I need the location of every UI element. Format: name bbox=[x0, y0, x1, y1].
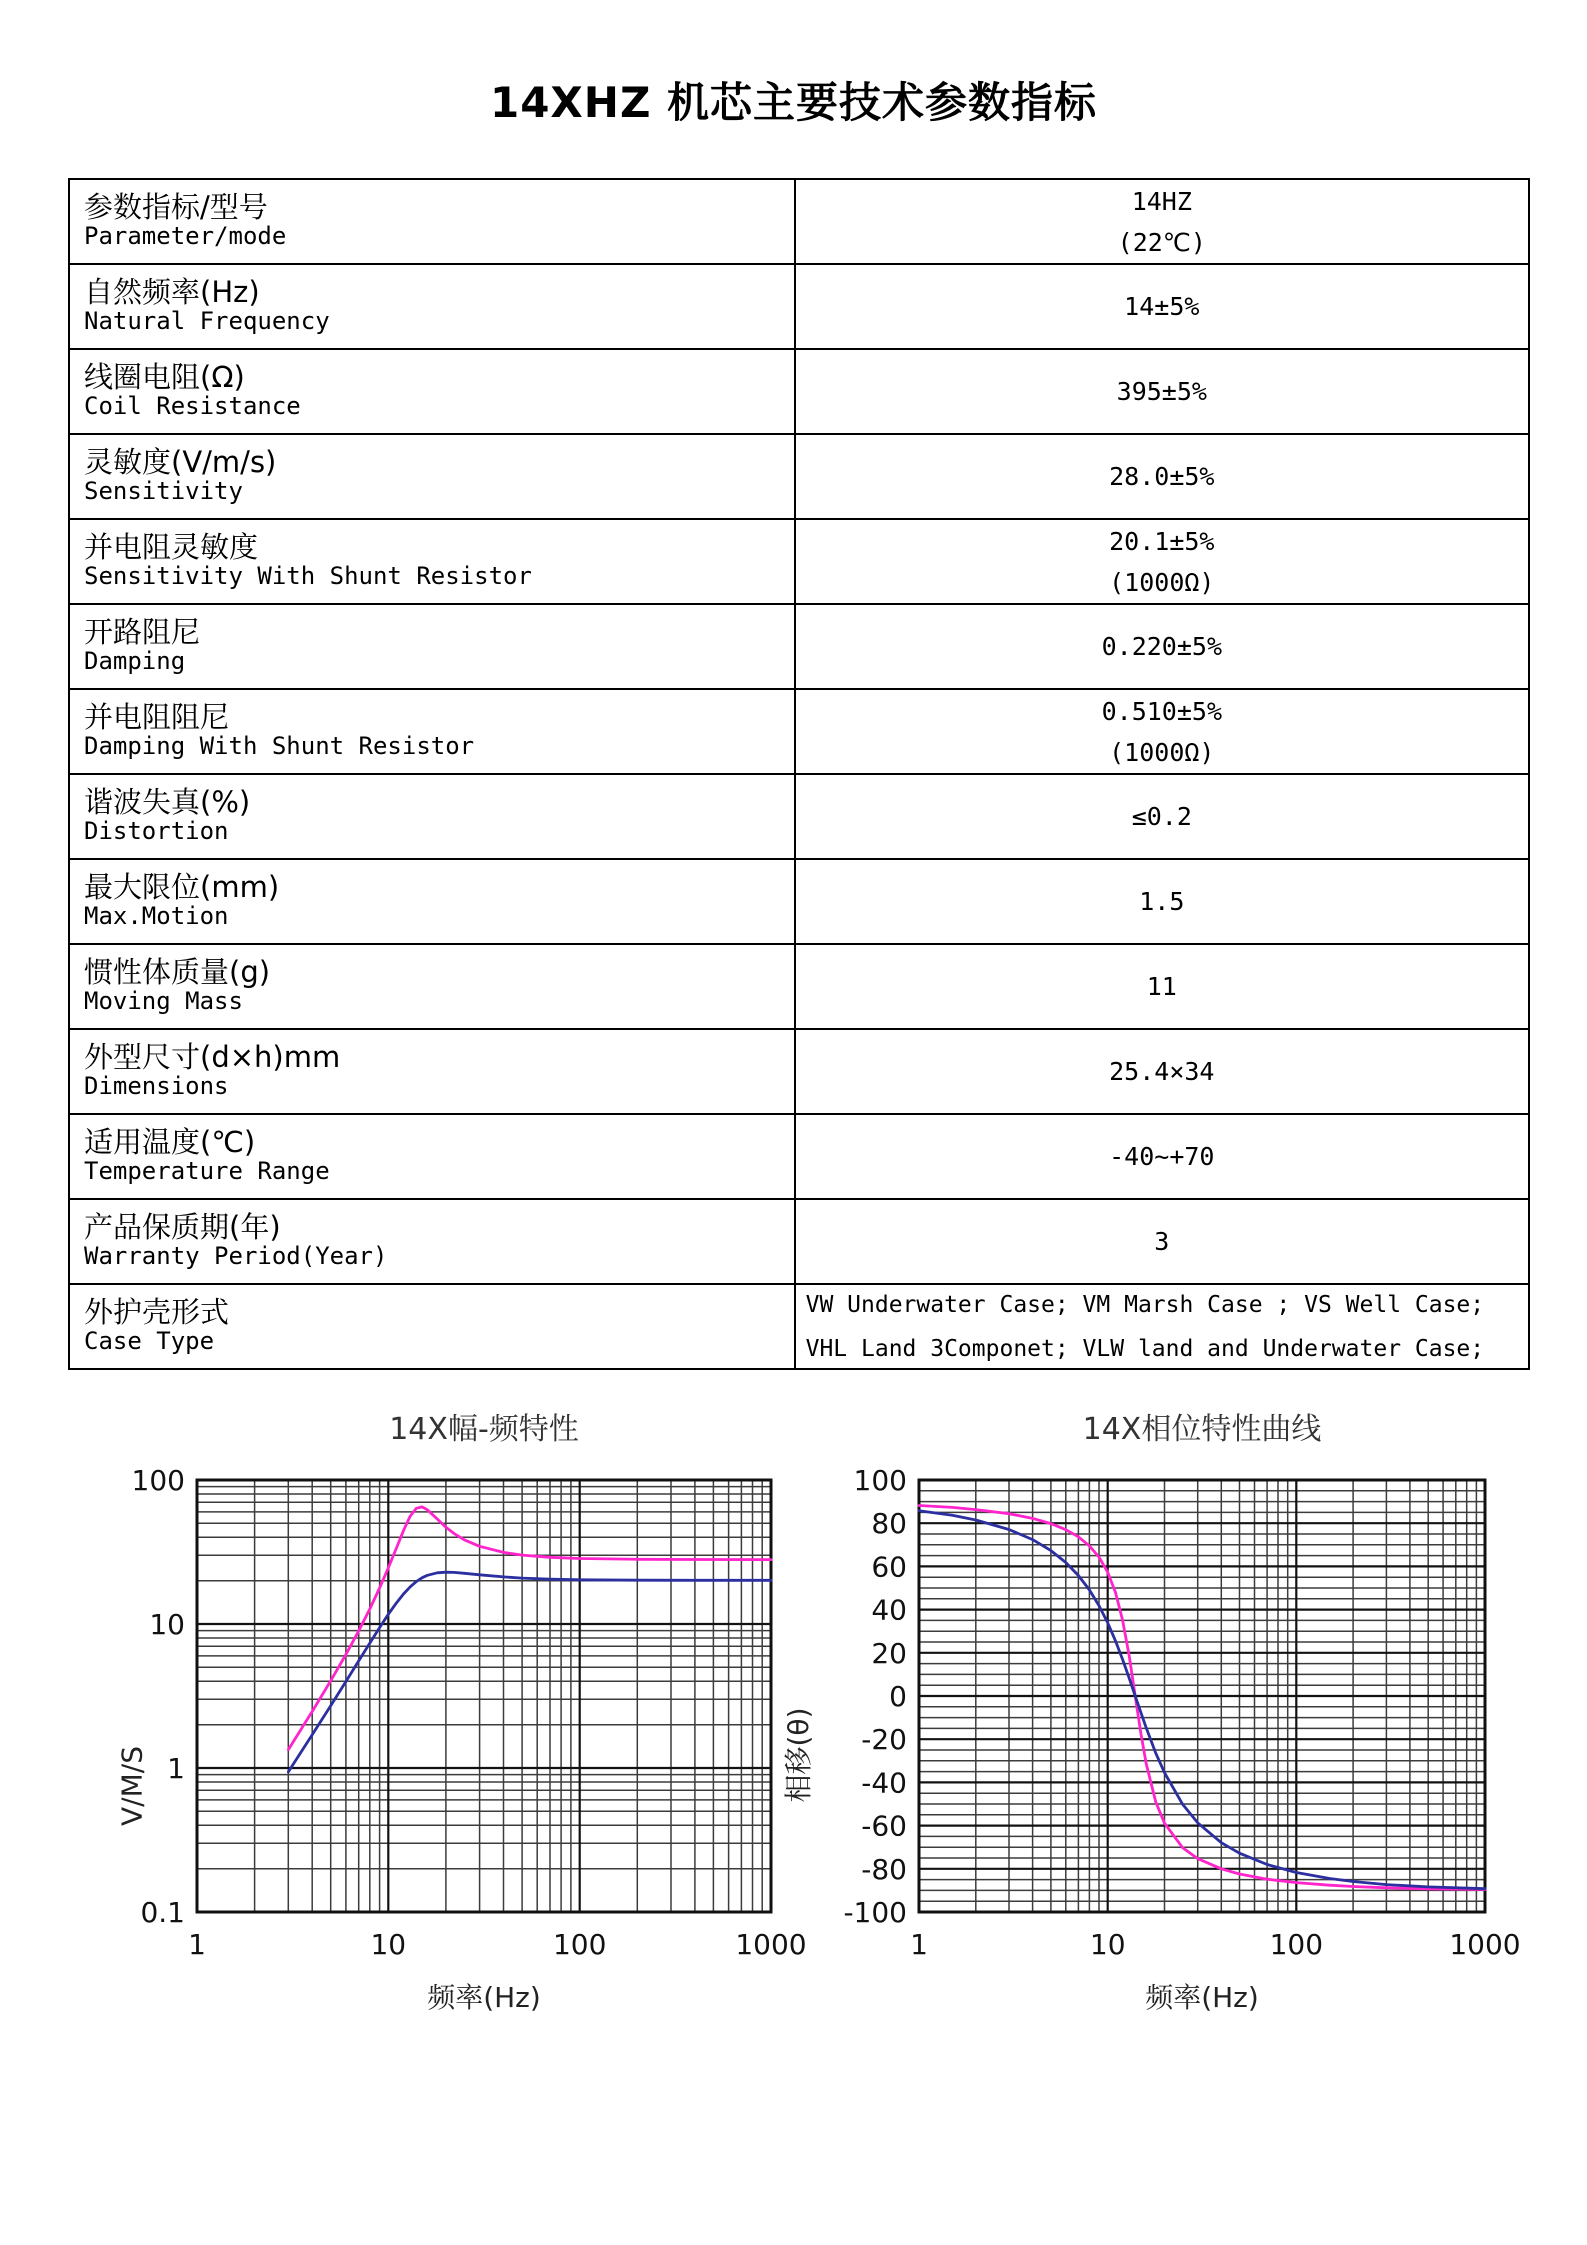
y-tick-label: -100 bbox=[843, 1896, 907, 1929]
param-label-zh: 并电阻灵敏度 bbox=[84, 530, 259, 564]
amplitude-y-axis-label: V/M/S bbox=[115, 1746, 149, 1826]
param-cell bbox=[69, 944, 795, 1029]
param-label-zh: 外型尺寸(d×h)mm bbox=[84, 1040, 341, 1074]
amplitude-frequency-chart bbox=[30, 1390, 820, 2050]
y-tick-label: 60 bbox=[871, 1550, 907, 1584]
param-label-en: Max.Motion bbox=[84, 902, 229, 930]
param-label-zh: 开路阻尼 bbox=[84, 615, 201, 649]
param-cell bbox=[69, 349, 795, 434]
param-label-en: Temperature Range bbox=[84, 1157, 330, 1185]
spec-table-body bbox=[69, 179, 1529, 1369]
param-cell bbox=[69, 604, 795, 689]
y-tick-label: 20 bbox=[871, 1636, 907, 1670]
param-label-zh: 外护壳形式 bbox=[84, 1295, 230, 1329]
y-tick-label: -20 bbox=[861, 1723, 907, 1757]
phase-chart-canvas bbox=[780, 1390, 1560, 2050]
param-label-zh: 灵敏度(V/m/s) bbox=[84, 445, 277, 479]
param-label-en: Warranty Period(Year) bbox=[84, 1242, 388, 1270]
param-label-en: Damping bbox=[84, 647, 186, 675]
table-row bbox=[69, 859, 1529, 944]
value-line: 1.5 bbox=[1139, 887, 1185, 916]
value-line: VW Underwater Case; VM Marsh Case ; VS Well Case; bbox=[805, 1291, 1485, 1318]
param-label-en: Distortion bbox=[84, 817, 229, 845]
param-label-en: Case Type bbox=[84, 1327, 215, 1355]
y-tick-label: 100 bbox=[853, 1464, 907, 1497]
table-row bbox=[69, 264, 1529, 349]
x-tick-label: 10 bbox=[1089, 1928, 1126, 1961]
value-cell bbox=[795, 859, 1529, 944]
y-tick-label: 0.1 bbox=[140, 1896, 185, 1929]
y-tick-label: 40 bbox=[871, 1593, 907, 1627]
param-label-zh: 最大限位(mm) bbox=[84, 870, 280, 904]
x-tick-label: 1 bbox=[188, 1928, 206, 1961]
amplitude-x-axis-label: 频率(Hz) bbox=[427, 1981, 541, 2014]
x-tick-label: 1 bbox=[910, 1928, 928, 1961]
page-title: 14XHZ 机芯主要技术参数指标 bbox=[489, 78, 1098, 127]
value-line: 11 bbox=[1146, 972, 1177, 1001]
value-line: 3 bbox=[1154, 1227, 1170, 1256]
table-row bbox=[69, 604, 1529, 689]
value-cell bbox=[795, 1114, 1529, 1199]
param-label-en: Sensitivity bbox=[84, 477, 243, 505]
value-line: (1000Ω) bbox=[1109, 737, 1215, 767]
phase-x-axis-label: 频率(Hz) bbox=[1145, 1981, 1259, 2014]
param-label-zh: 适用温度(℃) bbox=[84, 1125, 256, 1159]
spec-table bbox=[68, 178, 1530, 1370]
param-cell bbox=[69, 1284, 795, 1369]
param-label-en: Dimensions bbox=[84, 1072, 229, 1100]
value-cell bbox=[795, 434, 1529, 519]
table-row bbox=[69, 689, 1529, 774]
param-label-zh: 自然频率(Hz) bbox=[84, 275, 260, 309]
phase-chart bbox=[780, 1390, 1560, 2050]
value-cell bbox=[795, 179, 1529, 264]
value-cell bbox=[795, 264, 1529, 349]
tick-labels bbox=[132, 1464, 807, 1961]
value-cell bbox=[795, 1029, 1529, 1114]
grid-minor bbox=[197, 1480, 771, 1912]
value-cell bbox=[795, 689, 1529, 774]
value-line: 14±5% bbox=[1124, 292, 1200, 321]
value-line: 28.0±5% bbox=[1109, 462, 1215, 491]
value-cell bbox=[795, 604, 1529, 689]
value-line: (1000Ω) bbox=[1109, 567, 1215, 597]
value-cell bbox=[795, 349, 1529, 434]
param-label-en: Parameter/mode bbox=[84, 222, 287, 250]
amplitude-chart-title: 14X幅-频特性 bbox=[389, 1412, 579, 1447]
value-line: 0.220±5% bbox=[1101, 632, 1223, 661]
param-cell bbox=[69, 1114, 795, 1199]
param-cell bbox=[69, 179, 795, 264]
table-row bbox=[69, 349, 1529, 434]
value-line: ≤0.2 bbox=[1131, 802, 1192, 831]
y-tick-label: -60 bbox=[861, 1809, 907, 1843]
value-line: 20.1±5% bbox=[1109, 526, 1215, 556]
blue-curve bbox=[288, 1572, 771, 1772]
param-label-en: Sensitivity With Shunt Resistor bbox=[84, 562, 532, 590]
magenta-curve bbox=[919, 1506, 1485, 1890]
param-label-zh: 参数指标/型号 bbox=[84, 190, 268, 224]
y-tick-label: -40 bbox=[861, 1766, 907, 1800]
x-tick-label: 100 bbox=[552, 1928, 607, 1961]
param-label-zh: 谐波失真(%) bbox=[84, 785, 251, 819]
param-cell bbox=[69, 774, 795, 859]
y-tick-label: 10 bbox=[149, 1608, 185, 1641]
param-cell bbox=[69, 434, 795, 519]
param-cell bbox=[69, 859, 795, 944]
param-label-zh: 线圈电阻(Ω) bbox=[84, 360, 245, 394]
param-label-en: Moving Mass bbox=[84, 987, 243, 1015]
table-row bbox=[69, 1284, 1529, 1369]
param-label-en: Coil Resistance bbox=[84, 392, 301, 420]
y-tick-label: 0 bbox=[889, 1680, 907, 1713]
grid-major bbox=[197, 1480, 771, 1912]
table-row bbox=[69, 434, 1529, 519]
value-cell bbox=[795, 519, 1529, 604]
amplitude-chart-canvas bbox=[30, 1390, 820, 2050]
param-cell bbox=[69, 689, 795, 774]
x-tick-label: 100 bbox=[1269, 1928, 1324, 1961]
param-cell bbox=[69, 1029, 795, 1114]
param-label-en: Natural Frequency bbox=[84, 307, 330, 335]
table-row bbox=[69, 1199, 1529, 1284]
value-line: 0.510±5% bbox=[1101, 696, 1223, 726]
value-cell bbox=[795, 1284, 1529, 1369]
value-cell bbox=[795, 774, 1529, 859]
y-tick-label: 100 bbox=[131, 1464, 185, 1497]
value-cell bbox=[795, 1199, 1529, 1284]
value-cell bbox=[795, 944, 1529, 1029]
plot-border bbox=[197, 1480, 771, 1912]
value-line: 395±5% bbox=[1116, 377, 1207, 406]
value-line: -40~+70 bbox=[1109, 1142, 1215, 1171]
param-label-en: Damping With Shunt Resistor bbox=[84, 732, 475, 760]
y-tick-label: -80 bbox=[861, 1852, 907, 1886]
phase-y-axis-label: 相移(θ) bbox=[782, 1707, 815, 1803]
x-tick-label: 1000 bbox=[735, 1928, 807, 1961]
x-tick-label: 1000 bbox=[1449, 1928, 1521, 1961]
x-tick-label: 10 bbox=[370, 1928, 407, 1961]
y-tick-label: 80 bbox=[871, 1507, 907, 1541]
param-label-zh: 惯性体质量(g) bbox=[84, 955, 271, 989]
table-row bbox=[69, 944, 1529, 1029]
magenta-curve bbox=[288, 1507, 771, 1750]
table-row bbox=[69, 1114, 1529, 1199]
value-line: (22℃) bbox=[1117, 227, 1206, 257]
param-cell bbox=[69, 519, 795, 604]
table-row bbox=[69, 1029, 1529, 1114]
param-label-zh: 并电阻阻尼 bbox=[84, 700, 230, 734]
param-label-zh: 产品保质期(年) bbox=[84, 1210, 281, 1244]
table-row bbox=[69, 179, 1529, 264]
value-line: 25.4×34 bbox=[1109, 1057, 1215, 1086]
param-cell bbox=[69, 1199, 795, 1284]
value-line: VHL Land 3Componet; VLW land and Underwater Case; bbox=[805, 1335, 1485, 1362]
table-row bbox=[69, 774, 1529, 859]
value-line: 14HZ bbox=[1131, 186, 1192, 216]
y-tick-label: 1 bbox=[167, 1752, 185, 1785]
phase-chart-title: 14X相位特性曲线 bbox=[1082, 1412, 1322, 1447]
table-row bbox=[69, 519, 1529, 604]
param-cell bbox=[69, 264, 795, 349]
